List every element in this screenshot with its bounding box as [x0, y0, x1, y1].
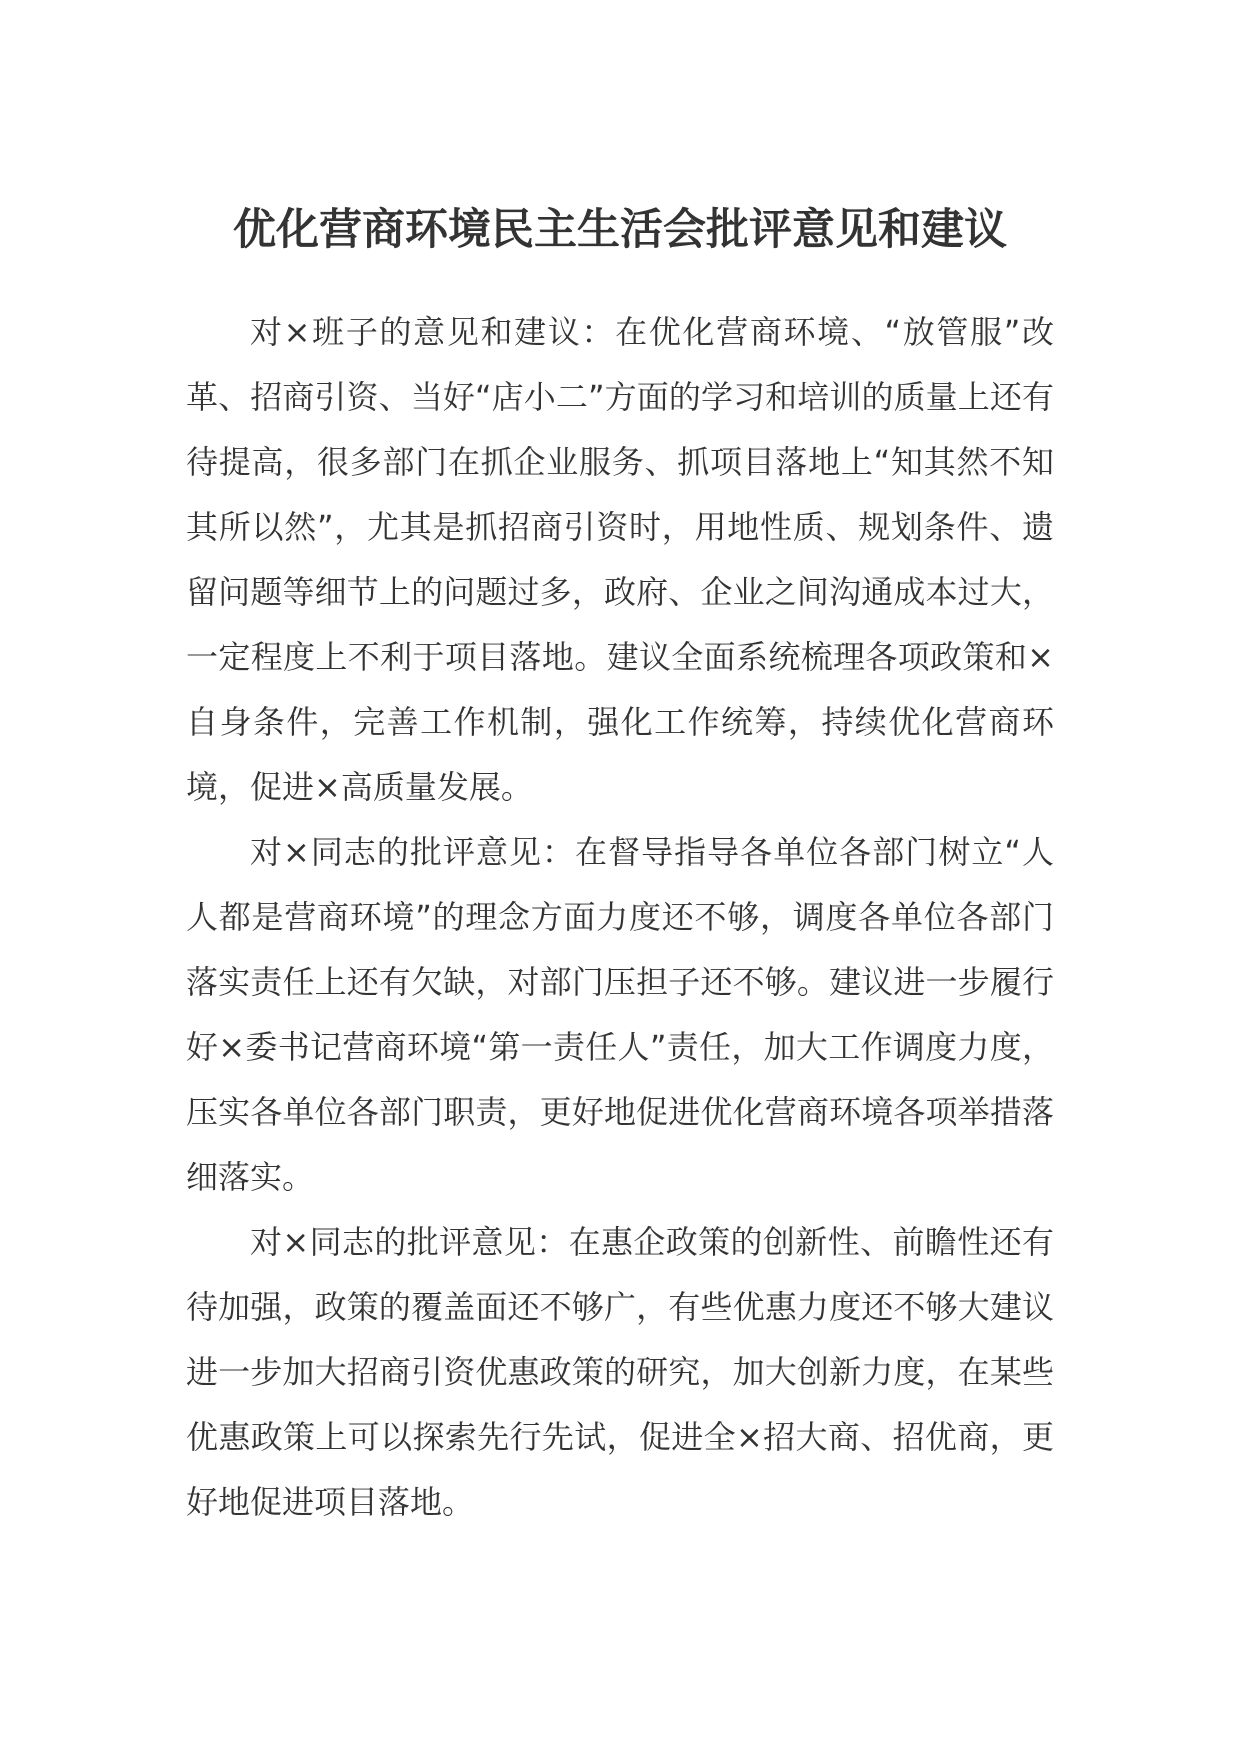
paragraph-comrade-criticism-2: 对×同志的批评意见：在惠企政策的创新性、前瞻性还有待加强，政策的覆盖面还不够广，有些优惠力度还不够大建议进一步加大招商引资优惠政策的研究，加大创新力度，在某些优惠政策上可以探索先行先试，促进全×招大商、招优商，更好地促进项目落地。	[186, 1223, 1054, 1521]
document-title: 优化营商环境民主生活会批评意见和建议	[233, 205, 1007, 255]
paragraph-team-opinion: 对×班子的意见和建议：在优化营商环境、“放管服”改革、招商引资、当好“店小二”方面的学习和培训的质量上还有待提高，很多部门在抓企业服务、抓项目落地上“知其然不知其所以然”，尤其是抓招商引资时，用地性质、规划条件、遗留问题等细节上的问题过多，政府、企业之间沟通成本过大，一定程度上不利于项目落地。建议全面系统梳理各项政策和×自身条件，完善工作机制，强化工作统筹，持续优化营商环境，促进×高质量发展。	[186, 313, 1054, 806]
document-body	[186, 300, 1054, 1535]
paragraph-comrade-criticism-1: 对×同志的批评意见：在督导指导各单位各部门树立“人人都是营商环境”的理念方面力度还不够，调度各单位各部门落实责任上还有欠缺，对部门压担子还不够。建议进一步履行好×委书记营商环境“第一责任人”责任，加大工作调度力度，压实各单位各部门职责，更好地促进优化营商环境各项举措落细落实。	[186, 833, 1054, 1196]
